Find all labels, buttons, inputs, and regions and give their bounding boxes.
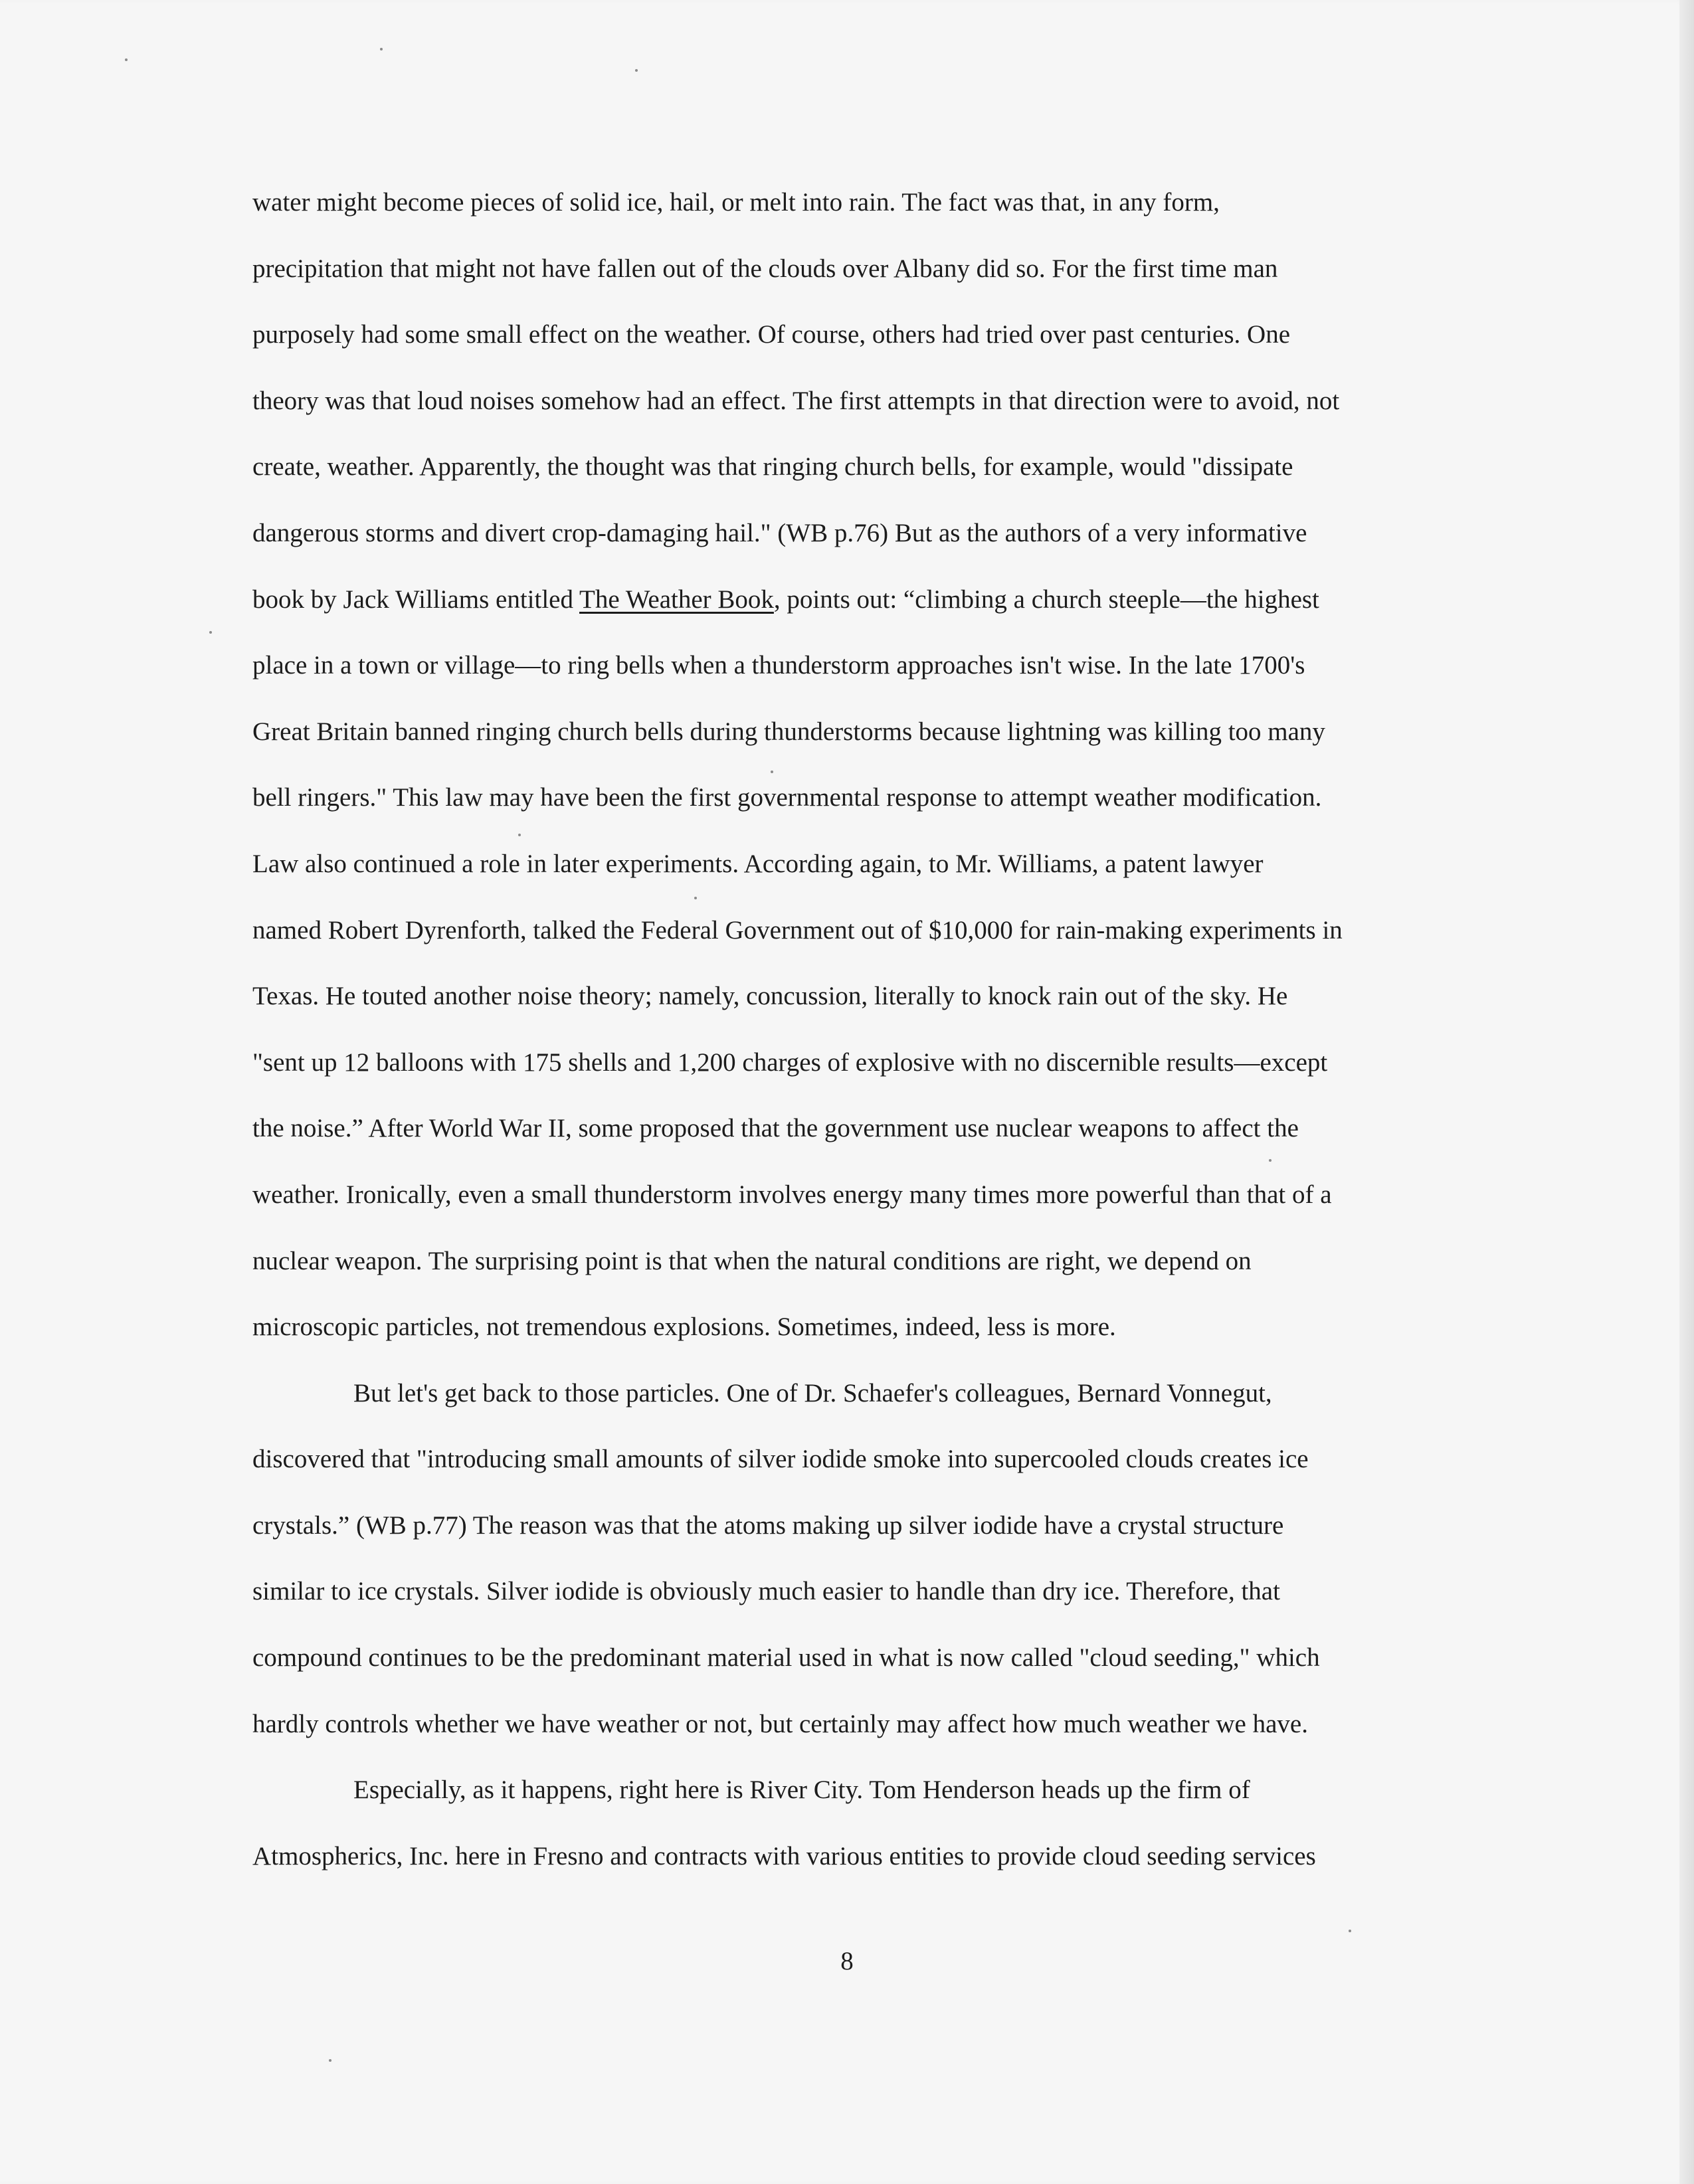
paragraph-1 (252, 181, 1435, 1372)
page-edge-shadow (1679, 0, 1694, 2184)
text-line: water might become pieces of solid ice, hail, or melt into rain. The fact was that, in any form, (252, 188, 1220, 217)
text-fragment: , points out: “climbing a church steeple—the highest (773, 585, 1319, 614)
text-line: precipitation that might not have fallen out of the clouds over Albany did so. For the first time man (252, 254, 1278, 283)
text-line: nuclear weapon. The surprising point is that when the natural conditions are right, we depend on (252, 1246, 1252, 1275)
text-line: Law also continued a role in later experiments. According again, to Mr. Williams, a patent lawyer (252, 849, 1264, 878)
scan-speck (1349, 1930, 1351, 1932)
text-line: discovered that "introducing small amounts of silver iodide smoke into supercooled clouds creates ice (252, 1445, 1309, 1474)
paragraph-3 (252, 1768, 1435, 1900)
text-line: place in a town or village—to ring bells when a thunderstorm approaches isn't wise. In the late 1700's (252, 651, 1305, 680)
text-line: weather. Ironically, even a small thunderstorm involves energy many times more powerful than that of a (252, 1180, 1332, 1209)
text-line: hardly controls whether we have weather or not, but certainly may affect how much weather we have. (252, 1709, 1308, 1738)
text-line: named Robert Dyrenforth, talked the Federal Government out of $10,000 for rain-making experiments in (252, 915, 1343, 945)
text-line: dangerous storms and divert crop-damaging hail." (WB p.76) But as the authors of a very informative (252, 518, 1307, 547)
text-line: Atmospherics, Inc. here in Fresno and contracts with various entities to provide cloud seeding services (252, 1841, 1316, 1870)
text-line: "sent up 12 balloons with 175 shells and 1,200 charges of explosive with no discernible results—except (252, 1047, 1328, 1077)
text-line (252, 578, 1435, 644)
text-line: theory was that loud noises somehow had an effect. The first attempts in that direction were to avoid, not (252, 386, 1340, 415)
book-title: The Weather Book (579, 585, 774, 614)
text-line: crystals.” (WB p.77) The reason was that the atoms making up silver iodide have a crystal structure (252, 1510, 1284, 1540)
scan-speck (635, 69, 638, 72)
scan-speck (380, 48, 383, 50)
text-line: But let's get back to those particles. One of Dr. Schaefer's colleagues, Bernard Vonnegut, (353, 1378, 1272, 1408)
text-fragment: book by Jack Williams entitled (252, 585, 580, 614)
text-line: Texas. He touted another noise theory; namely, concussion, literally to knock rain out of the sky. He (252, 982, 1288, 1011)
scan-speck (329, 2059, 331, 2062)
body-text (252, 181, 1435, 1900)
scan-speck (125, 58, 128, 61)
text-line: Especially, as it happens, right here is River City. Tom Henderson heads up the firm of (353, 1775, 1250, 1805)
scan-speck (209, 631, 212, 634)
paragraph-2 (252, 1372, 1435, 1769)
page-number: 8 (840, 1947, 854, 1975)
text-line: compound continues to be the predominant material used in what is now called "cloud seeding," which (252, 1643, 1320, 1673)
text-line: microscopic particles, not tremendous explosions. Sometimes, indeed, less is more. (252, 1313, 1116, 1342)
text-line: create, weather. Apparently, the thought was that ringing church bells, for example, would "dissipate (252, 452, 1293, 482)
text-line: Great Britain banned ringing church bells during thunderstorms because lightning was killing too many (252, 717, 1325, 746)
text-line: similar to ice crystals. Silver iodide is obviously much easier to handle than dry ice. Therefore, that (252, 1577, 1280, 1606)
text-line: the noise.” After World War II, some proposed that the government use nuclear weapons to affect the (252, 1114, 1299, 1143)
text-line: bell ringers." This law may have been the first governmental response to attempt weather modification. (252, 783, 1322, 812)
text-line: purposely had some small effect on the weather. Of course, others had tried over past centuries. One (252, 320, 1291, 349)
